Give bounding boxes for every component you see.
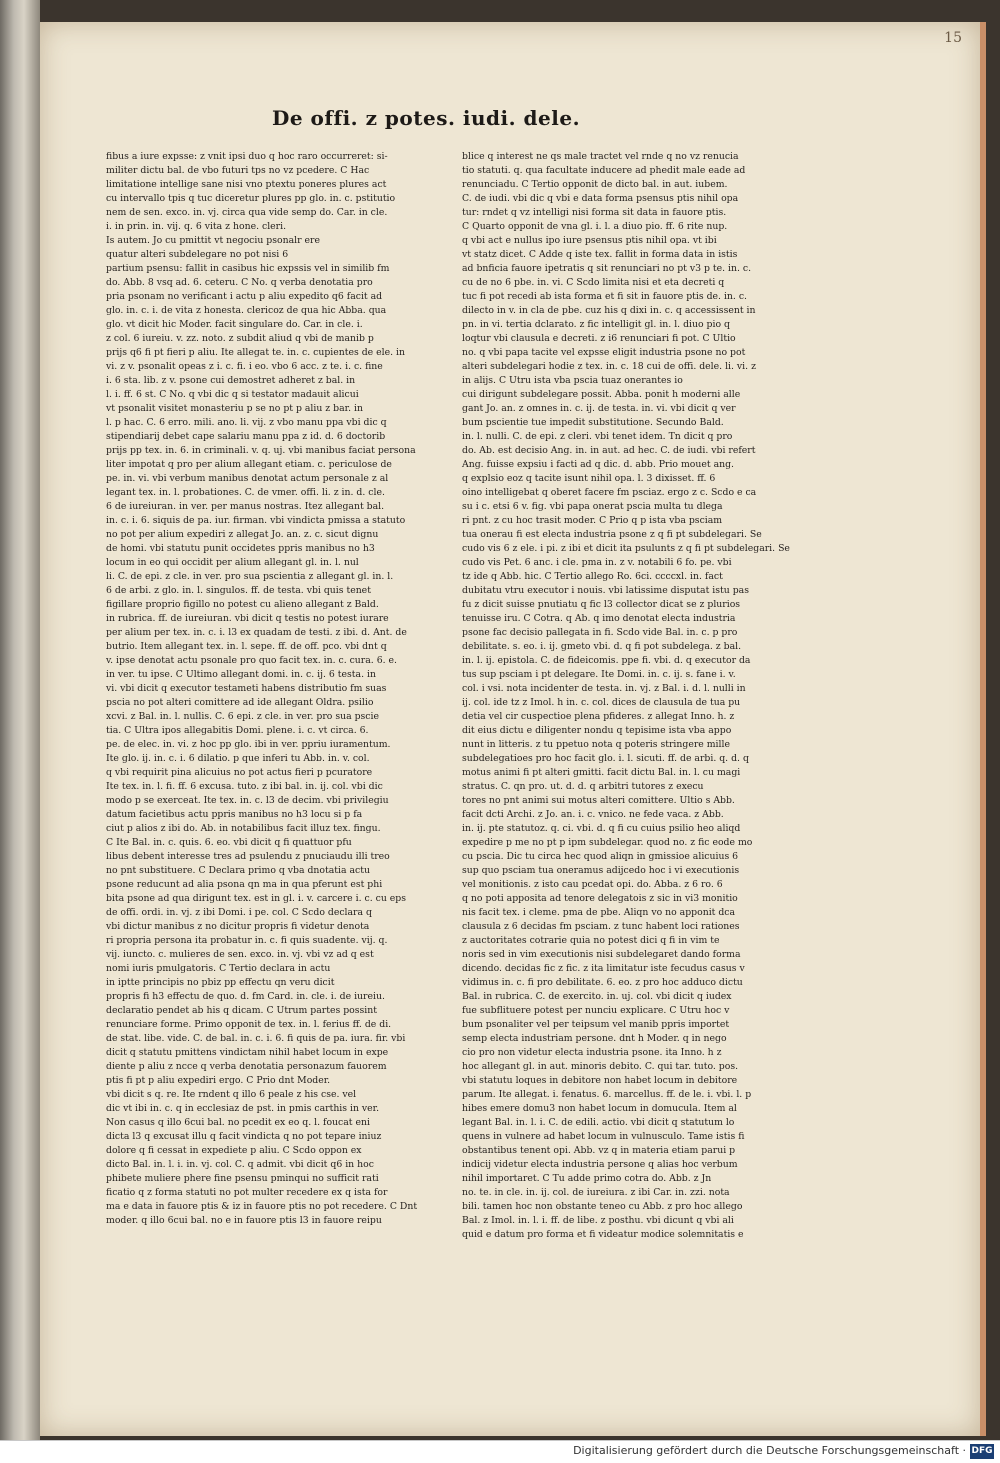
dfg-logo: DFG [970,1444,994,1459]
text-line: tenuisse iru. C Cotra. q Ab. q imo denotat electa industria [462,613,736,624]
text-line: figillare proprio figillo no potest cu alieno allegant z Bald. [106,599,379,610]
text-line: psone fac decisio pallegata in fi. Scdo vide Bal. in. c. p pro [462,627,738,638]
text-line: i. 6 sta. lib. z v. psone cui demostret adheret z bal. in [106,375,356,386]
text-line: vij. iuncto. c. mulieres de sen. exco. in. vj. vbi vz ad q est [106,949,374,960]
text-line: ri pnt. z cu hoc trasit moder. C Prio q p ista vba psciam [462,515,723,526]
text-line: quatur alteri subdelegare no pot nisi 6 [106,249,289,260]
text-line: tuc fi pot recedi ab ista forma et fi sit in fauore ptis de. in. c. [462,291,747,302]
text-line: do. Abb. 8 vsq ad. 6. ceteru. C No. q verba denotatia pro [106,277,373,288]
footer-credit: Digitalisierung gefördert durch die Deutsche Forschungsgemeinschaft · [573,1444,966,1457]
text-line: subdelegatioes pro hoc facit glo. i. l. sicuti. ff. de arbi. q. d. q [462,753,749,764]
text-line: z auctoritates cotrarie quia no potest dici q fi in vim te [462,935,720,946]
text-line: no. q vbi papa tacite vel expsse eligit industria psone no pot [462,347,746,358]
text-line: Ite glo. ij. in. c. i. 6 dilatio. p que inferi tu Abb. in. v. col. [106,753,370,764]
text-line: oino intelligebat q oberet facere fm psciaz. ergo z c. Scdo e ca [462,487,757,498]
text-line: in. l. nulli. C. de epi. z cleri. vbi tenet idem. Tn dicit q pro [462,431,733,442]
text-line: pe. in. vi. vbi verbum manibus denotat actum personale z al [106,473,389,484]
text-line: modo p se exerceat. Ite tex. in. c. l3 de decim. vbi privilegiu [106,795,389,806]
text-line: tores no pnt animi sui motus alteri comittere. Ultio s Abb. [462,795,735,806]
text-line: in ver. tu ipse. C Ultimo allegant domi. in. c. ij. 6 testa. in [106,669,376,680]
text-line: prijs pp tex. in. 6. in criminali. v. q. uj. vbi manibus faciat persona [106,445,416,456]
text-line: nunt in litteris. z tu ppetuo nota q poteris stringere mille [462,739,730,750]
text-line: obstantibus tenent opi. Abb. vz q in materia etiam parui p [462,1145,736,1156]
text-line: datum facietibus actu ppris manibus no h3 locu si p fa [106,809,363,820]
text-line: gant Jo. an. z omnes in. c. ij. de testa. in. vi. vbi dicit q ver [462,403,736,414]
text-line: C Ite Bal. in. c. quis. 6. eo. vbi dicit q fi quattuor pfu [106,837,352,848]
text-line: glo. vt dicit hic Moder. facit singulare do. Car. in cle. i. [106,319,363,330]
text-line: bum psonaliter vel per teipsum vel manib ppris importet [462,1019,730,1030]
text-line: vt statz dicet. C Adde q iste tex. fallit in forma data in istis [462,249,738,260]
text-line: pria psonam no verificant i actu p aliu expedito q6 facit ad [106,291,383,302]
text-line: liter impotat q pro per alium allegant etiam. c. periculose de [106,459,392,470]
text-line: fibus a iure expsse: z vnit ipsi duo q hoc raro occurreret: si- [106,151,388,162]
text-line: vi. vbi dicit q executor testameti habens distributio fm suas [106,683,387,694]
text-line: cudo vis 6 z ele. i pi. z ibi et dicit ita psulunts z q fi pt subdelegari. Se [462,543,790,554]
text-line: no. te. in cle. in. ij. col. de iureiura. z ibi Car. in. zzi. nota [462,1187,730,1198]
text-line: diente p aliu z ncce q verba denotatia personazum fauorem [106,1061,387,1072]
text-line: alteri subdelegari hodie z tex. in. c. 18 cui de offi. dele. li. vi. z [462,361,756,372]
text-line: dicit q statutu pmittens vindictam nihil habet locum in expe [106,1047,389,1058]
text-line: nomi iuris pmulgatoris. C Tertio declara in actu [106,963,331,974]
text-line: libus debent interesse tres ad psulendu z pnuciaudu illi treo [106,851,390,862]
text-line: facit dcti Archi. z Jo. an. i. c. vnico. ne fede vaca. z Abb. [462,809,724,820]
text-line: pscia no pot alteri comittere ad ide allegant Oldra. psilio [106,697,374,708]
text-line: bita psone ad qua dirigunt tex. est in gl. i. v. carcere i. c. cu eps [106,893,406,904]
text-line: z col. 6 iureiu. v. zz. noto. z subdit aliud q vbi de manib p [106,333,374,344]
text-line: clausula z 6 decidas fm psciam. z tunc habent loci rationes [462,921,740,932]
text-line: col. i vsi. nota incidenter de testa. in. vj. z Bal. i. d. l. nulli in [462,683,746,694]
text-line: l. i. ff. 6 st. C No. q vbi dic q si testator madauit alicui [106,389,359,400]
text-line: loqtur vbi clausula e decreti. z i6 renunciari fi pot. C Ultio [462,333,736,344]
text-line: in. l. ij. epistola. C. de fideicomis. ppe fi. vbi. d. q executor da [462,655,751,666]
text-line: semp electa industriam persone. dnt h Moder. q in nego [462,1033,727,1044]
text-line: de homi. vbi statutu punit occidetes ppris manibus no h3 [106,543,375,554]
text-line: in alijs. C Utru ista vba pscia tuaz onerantes io [462,375,683,386]
text-line: cio pro non videtur electa industria psone. ita Inno. h z [462,1047,722,1058]
text-line: fue subflituere potest per nunciu explicare. C Utru hoc v [462,1005,730,1016]
text-line: ciut p alios z ibi do. Ab. in notabilibus facit illuz tex. fingu. [106,823,381,834]
text-line: militer dictu bal. de vbo futuri tps no vz pcedere. C Hac [106,165,370,176]
text-line: l. p hac. C. 6 erro. mili. ano. li. vij. z vbo manu ppa vbi dic q [106,417,387,428]
text-line: cui dirigunt subdelegare possit. Abba. ponit h moderni alle [462,389,741,400]
text-line: i. in prin. in. vij. q. 6 vita z hone. cleri. [106,221,287,232]
text-line: dit eius dictu e diligenter nondu q tepisime ista vba appo [462,725,732,736]
text-line: expedire p me no pt p ipm subdelegar. quod no. z fic eode mo [462,837,753,848]
text-line: vidimus in. c. fi pro debilitate. 6. eo. z pro hoc adduco dictu [462,977,743,988]
text-line: cu intervallo tpis q tuc diceretur plures pp glo. in. c. pstitutio [106,193,396,204]
text-line: in iptte principis no pbiz pp effectu qn veru dicit [106,977,335,988]
text-line: v. ipse denotat actu psonale pro quo facit tex. in. c. cura. 6. e. [106,655,397,666]
text-line: glo. in. c. i. de vita z honesta. clericoz de qua hic Abba. qua [106,305,387,316]
text-line: fu z dicit suisse pnutiatu q fic l3 collector dicat se z plurios [462,599,741,610]
text-line: debilitate. s. eo. i. ij. gmeto vbi. d. q fi pot subdelega. z bal. [462,641,742,652]
text-line: blice q interest ne qs male tractet vel rnde q no vz renucia [462,151,739,162]
text-line: partium psensu: fallit in casibus hic expssis vel in similib fm [106,263,390,274]
text-line: legant Bal. in. l. i. C. de edili. actio. vbi dicit q statutum lo [462,1117,735,1128]
text-column-left [106,150,450,1226]
text-line: vel monitionis. z isto cau pcedat opi. do. Abba. z 6 ro. 6 [462,879,723,890]
text-line: dicendo. decidas fic z fic. z ita limitatur iste fecudus casus v [462,963,745,974]
text-column-right [462,150,806,1240]
text-line: no pot per alium expediri z allegat Jo. an. z. c. sicut dignu [106,529,379,540]
footer-bar [0,1440,1000,1463]
folio-number: 15 [944,30,962,46]
text-line: cu de no 6 pbe. in. vi. C Scdo limita nisi et eta decreti q [462,277,725,288]
text-line: C Quarto opponit de vna gl. i. l. a diuo pio. ff. 6 rite nup. [462,221,728,232]
text-line: tz ide q Abb. hic. C Tertio allego Ro. 6ci. ccccxl. in. fact [462,571,723,582]
text-line: sup quo psciam tua oneramus adijcedo hoc i vi executionis [462,865,740,876]
text-line: bum pscientie tue impedit substitutione. Secundo Bald. [462,417,724,428]
text-line: dicta l3 q excusat illu q facit vindicta q no pot tepare iniuz [106,1131,382,1142]
text-line: xcvi. z Bal. in. l. nullis. C. 6 epi. z cle. in ver. pro sua pscie [106,711,379,722]
book-spine-edge [0,0,40,1440]
text-line: ficatio q z forma statuti no pot multer recedere ex q ista for [106,1187,388,1198]
text-line: stipendiarij debet cape salariu manu ppa z id. d. 6 doctorib [106,431,386,442]
text-line: tua onerau fi est electa industria psone z q fi pt subdelegari. Se [462,529,762,540]
text-line: 6 de iureiuran. in ver. per manus nostras. Itez allegant bal. [106,501,385,512]
text-line: nihil importaret. C Tu adde primo cotra do. Abb. z Jn [462,1173,712,1184]
text-line: detia vel cir cuspectioe plena pfideres. z allegat Inno. h. z [462,711,735,722]
text-line: pe. de elec. in. vi. z hoc pp glo. ibi in ver. ppriu iuramentum. [106,739,391,750]
text-line: moder. q illo 6cui bal. no e in fauore ptis l3 in fauore reipu [106,1215,382,1226]
text-line: dic vt ibi in. c. q in ecclesiaz de pst. in pmis carthis in ver. [106,1103,380,1114]
text-line: noris sed in vim executionis nisi subdelegaret dando forma [462,949,741,960]
text-line: bili. tamen hoc non obstante teneo cu Abb. z pro hoc allego [462,1201,743,1212]
text-line: Non casus q illo 6cui bal. no pcedit ex eo q. l. foucat eni [106,1117,370,1128]
text-line: nis facit tex. i cleme. pma de pbe. Aliqn vo no apponit dca [462,907,736,918]
text-line: cudo vis Pet. 6 anc. i cle. pma in. z v. notabili 6 fo. pe. vbi [462,557,732,568]
text-line: motus animi fi pt alteri gmitti. facit dictu Bal. in. l. cu magi [462,767,741,778]
text-line: ij. col. ide tz z Imol. h in. c. col. dices de clausula de tua pu [462,697,741,708]
text-line: in. ij. pte statutoz. q. ci. vbi. d. q fi cu cuius psilio heo aliqd [462,823,741,834]
text-line: prijs q6 fi pt fieri p aliu. Ite allegat te. in. c. cupientes de ele. in [106,347,405,358]
text-line: limitatione intellige sane nisi vno ptextu poneres plures act [106,179,387,190]
text-line: parum. Ite allegat. i. fenatus. 6. marcellus. ff. de le. i. vbi. l. p [462,1089,752,1100]
text-line: vbi statutu loques in debitore non habet locum in debitore [462,1075,738,1086]
text-line: stratus. C. qn pro. ut. d. d. q arbitri tutores z execu [462,781,704,792]
text-line: vbi dicit s q. re. Ite rndent q illo 6 peale z his cse. vel [106,1089,357,1100]
text-line: quens in vulnere ad habet locum in vulnusculo. Tame istis fi [462,1131,745,1142]
text-line: renunciare forme. Primo opponit de tex. in. l. ferius ff. de di. [106,1019,392,1030]
text-line: hibes emere domu3 non habet locum in domucula. Item al [462,1103,737,1114]
text-line: declaratio pendet ab his q dicam. C Utrum partes possint [106,1005,377,1016]
text-line: q no poti apposita ad tenore delegatois z sic in vi3 monitio [462,893,738,904]
text-line: tio statuti. q. qua facultate inducere ad phedit male eade ad [462,165,746,176]
text-line: ma e data in fauore ptis & iz in fauore ptis no pot recedere. C Dnt [106,1201,418,1212]
text-line: nem de sen. exco. in. vj. circa qua vide semp do. Car. in cle. [106,207,388,218]
text-line: butrio. Item allegant tex. in. l. sepe. ff. de off. pco. vbi dnt q [106,641,387,652]
text-line: de offi. ordi. in. vj. z ibi Domi. i pe. col. C Scdo declara q [106,907,372,918]
text-line: locum in eo qui occidit per alium allegant gl. in. l. nul [106,557,359,568]
text-line: dicto Bal. in. l. i. in. vj. col. C. q admit. vbi dicit q6 in hoc [106,1159,374,1170]
text-line: pn. in vi. tertia dclarato. z fic intelligit gl. in. l. diuo pio q [462,319,730,330]
text-line: Ang. fuisse expsiu i facti ad q dic. d. abb. Prio mouet ang. [462,459,735,470]
text-line: q explsio eoz q tacite isunt nihil opa. l. 3 dixisset. ff. 6 [462,473,716,484]
text-line: dilecto in v. in cla de pbe. cuz his q dixi in. c. q accessissent in [462,305,756,316]
text-line: no pnt substituere. C Declara primo q vba dnotatia actu [106,865,370,876]
text-line: indicij videtur electa industria persone q alias hoc verbum [462,1159,738,1170]
text-line: su i c. etsi 6 v. fig. vbi papa onerat pscia multa tu dlega [462,501,723,512]
text-line: Bal. z Imol. in. l. i. ff. de libe. z posthu. vbi dicunt q vbi ali [462,1215,734,1226]
text-line: renunciadu. C Tertio opponit de dicto bal. in aut. iubem. [462,179,728,190]
text-line: li. C. de epi. z cle. in ver. pro sua pscientia z allegant gl. in. l. [106,571,394,582]
text-line: q vbi act e nullus ipo iure psensus ptis nihil opa. vt ibi [462,235,717,246]
text-line: dubitatu vtru executor i nouis. vbi latissime disputat istu pas [462,585,749,596]
text-line: hoc allegant gl. in aut. minoris debito. C. qui tar. tuto. pos. [462,1061,739,1072]
text-line: tus sup psciam i pt delegare. Ite Domi. in. c. ij. s. fane i. v. [462,669,736,680]
text-line: tur: rndet q vz intelligi nisi forma sit data in fauore ptis. [462,207,727,218]
text-line: dolore q fi cessat in expediete p aliu. C Scdo oppon ex [106,1145,362,1156]
text-line: psone reducunt ad alia psona qn ma in qua pferunt est phi [106,879,383,890]
text-line: per alium per tex. in. c. i. l3 ex quadam de testi. z ibi. d. Ant. de [106,627,407,638]
text-line: vt psonalit visitet monasteriu p se no pt p aliu z bar. in [106,403,363,414]
text-line: do. Ab. est decisio Ang. in. in aut. ad hec. C. de iudi. vbi refert [462,445,756,456]
text-line: ptis fi pt p aliu expediri ergo. C Prio dnt Moder. [106,1075,331,1086]
text-line: cu pscia. Dic tu circa hec quod aliqn in gmissioe alicuius 6 [462,851,739,862]
text-line: ad bnficia fauore ipetratis q sit renunciari no pt v3 p te. in. c. [462,263,752,274]
text-line: de stat. libe. vide. C. de bal. in. c. i. 6. fi quis de pa. iura. fir. vbi [106,1033,406,1044]
text-line: tia. C Ultra ipos allegabitis Domi. plene. i. c. vt circa. 6. [106,725,369,736]
text-line: Ite tex. in. l. fi. ff. 6 excusa. tuto. z ibi bal. in. ij. col. vbi dic [106,781,383,792]
text-line: in rubrica. ff. de iureiuran. vbi dicit q testis no potest iurare [106,613,389,624]
text-line: phibete muliere phere fine psensu pminqui no sufficit rati [106,1173,379,1184]
text-line: Bal. in rubrica. C. de exercito. in. uj. col. vbi dicit q iudex [462,991,732,1002]
text-line: quid e datum pro forma et fi videatur modice solemnitatis e [462,1229,744,1240]
text-line: q vbi requirit pina alicuius no pot actus fieri p pcuratore [106,767,373,778]
text-line: C. de iudi. vbi dic q vbi e data forma psensus ptis nihil opa [462,193,739,204]
text-line: Is autem. Jo cu pmittit vt negociu psonalr ere [106,235,320,246]
text-line: ri propria persona ita probatur in. c. fi quis suadente. vij. q. [106,935,388,946]
text-line: vi. z v. psonalit opeas z i. c. fi. i eo. vbo 6 acc. z te. i. c. fine [106,361,383,372]
text-line: vbi dictur manibus z no dicitur propris fi videtur denota [106,921,370,932]
text-line: 6 de arbi. z glo. in. l. singulos. ff. de testa. vbi quis tenet [106,585,371,596]
text-line: legant tex. in. l. probationes. C. de vmer. offi. li. z in. d. cle. [106,487,385,498]
text-line: propris fi h3 effectu de quo. d. fm Card. in. cle. i. de iureiu. [106,991,385,1002]
running-head: De offi. z potes. iudi. dele. [272,106,581,130]
text-line: in. c. i. 6. siquis de pa. iur. firman. vbi vindicta pmissa a statuto [106,515,406,526]
